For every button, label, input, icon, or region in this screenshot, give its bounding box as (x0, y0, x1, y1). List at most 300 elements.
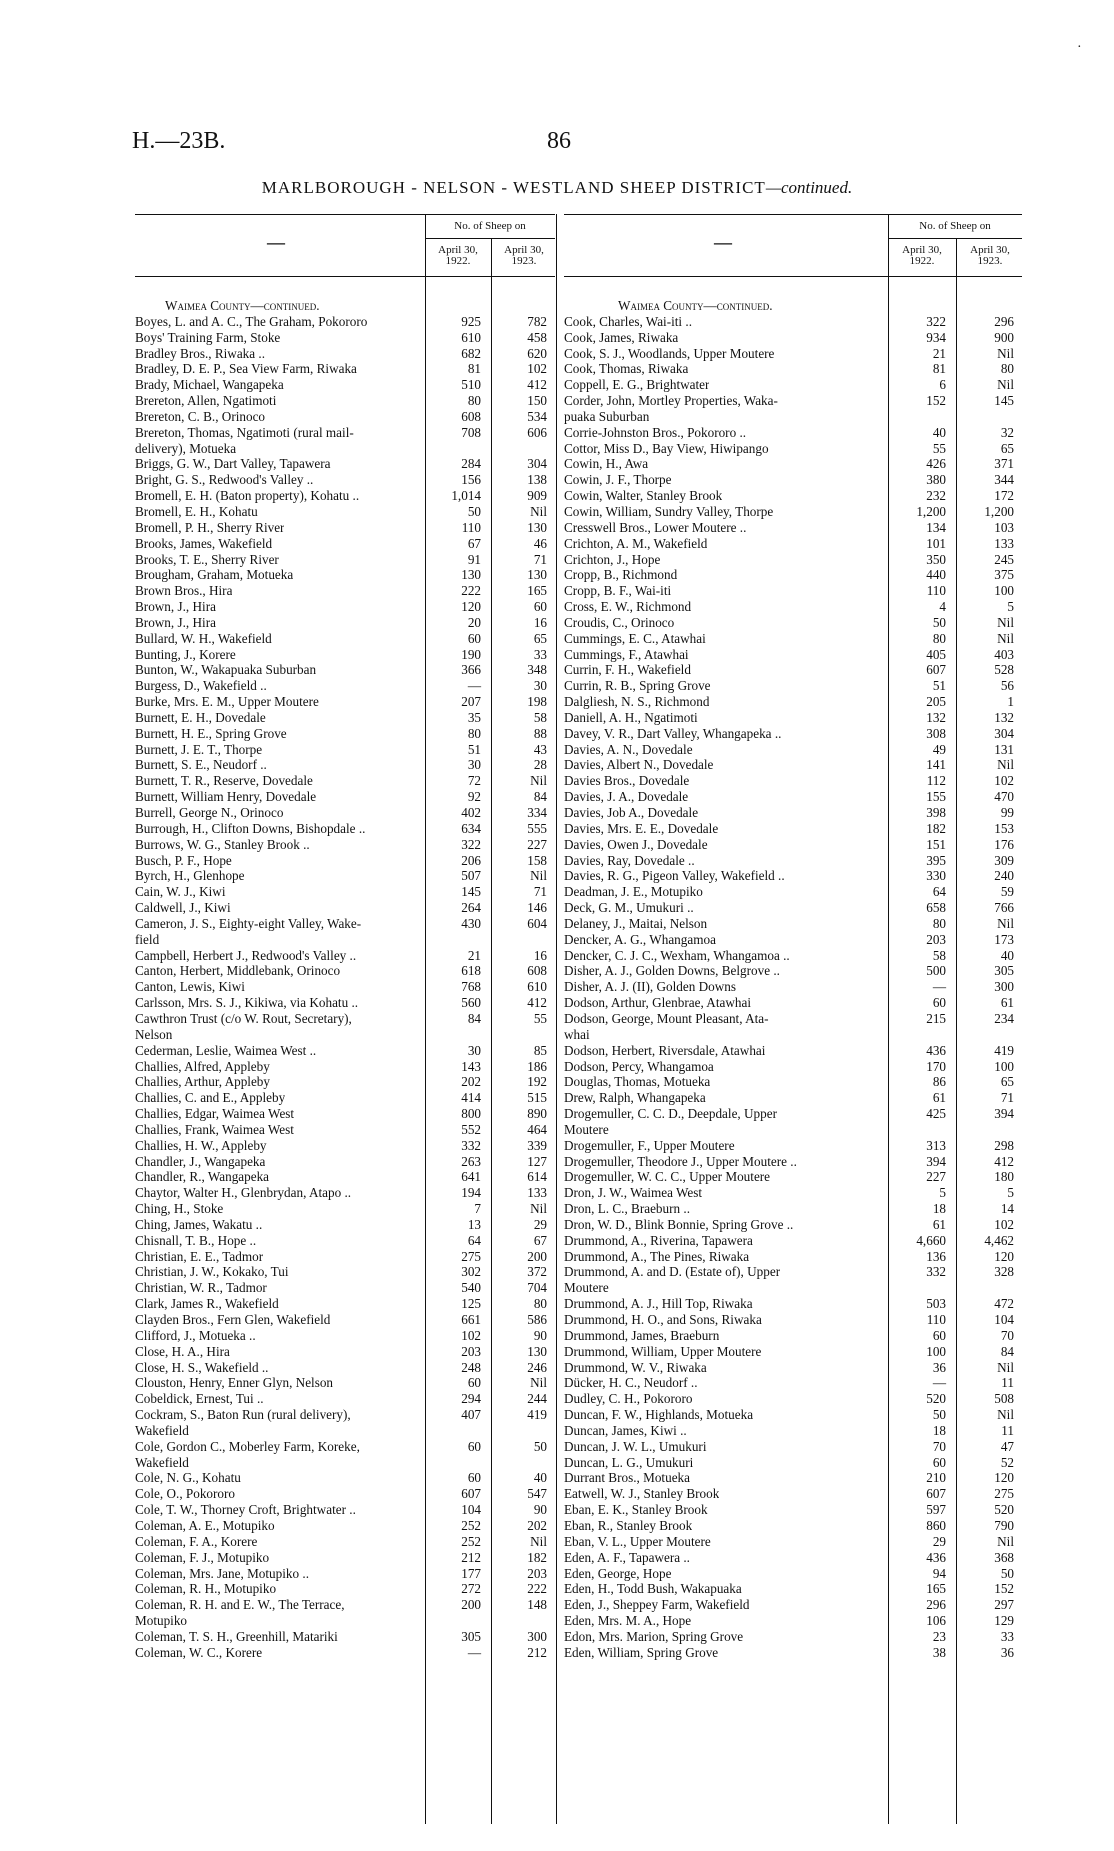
sheep-1923: 309 (994, 852, 1014, 868)
farmer-name: Brereton, C. B., Orinoco (135, 408, 266, 424)
name-column-header: — (267, 232, 285, 252)
table-row (564, 567, 1022, 583)
sheep-1923: 520 (994, 1502, 1014, 1518)
sheep-1923: 472 (994, 1296, 1014, 1312)
table-row (135, 425, 555, 441)
sheep-1923: 5 (1007, 1185, 1014, 1201)
table-row (564, 1391, 1022, 1407)
table-row-continuation (135, 1027, 555, 1043)
sheep-1922: 81 (932, 361, 946, 377)
farmer-name: Ching, H., Stoke (135, 1201, 224, 1217)
sheep-1923: 90 (533, 1327, 547, 1343)
farmer-name: Byrch, H., Glenhope (135, 868, 245, 884)
farmer-name: Cawthron Trust (c/o W. Rout, Secretary), (135, 1010, 352, 1026)
table-row (564, 1249, 1022, 1265)
sheep-1922: 18 (932, 1201, 946, 1217)
farmer-name: Cook, James, Riwaka (564, 329, 679, 345)
farmer-name: Challies, H. W., Appleby (135, 1137, 267, 1153)
sheep-1922: 330 (926, 868, 946, 884)
farmer-name: Disher, A. J., Golden Downs, Belgrove .. (564, 963, 780, 979)
table-row (564, 805, 1022, 821)
table-row (564, 441, 1022, 457)
farmer-name: Dodson, Herbert, Riversdale, Atawhai (564, 1042, 766, 1058)
farmer-name: Croudis, C., Orinoco (564, 614, 675, 630)
sheep-1923: 131 (994, 741, 1014, 757)
farmer-name: Eden, J., Sheppey Farm, Wakefield (564, 1597, 750, 1613)
sheep-1922: 658 (926, 900, 946, 916)
sheep-1922: 91 (467, 551, 481, 567)
sheep-1923: 610 (527, 979, 547, 995)
farmer-name: Nelson (135, 1026, 173, 1042)
sheep-1923: 890 (527, 1106, 547, 1122)
sheep-1922: 67 (467, 535, 481, 551)
sheep-1923: 102 (527, 361, 547, 377)
farmer-name: Canton, Herbert, Middlebank, Orinoco (135, 963, 341, 979)
table-row (564, 995, 1022, 1011)
farmer-name: Daniell, A. H., Ngatimoti (564, 709, 698, 725)
sheep-1922: 402 (461, 805, 481, 820)
sheep-1923: 85 (533, 1042, 547, 1058)
table-row (135, 742, 555, 758)
sheep-1923: 100 (994, 1058, 1014, 1074)
farmer-name: Burrell, George N., Orinoco (135, 805, 284, 820)
table-row (564, 631, 1022, 647)
table-row (135, 1645, 555, 1661)
table-row (135, 488, 555, 504)
table-row (564, 678, 1022, 694)
table-row (564, 932, 1022, 948)
sheep-1923: 458 (527, 329, 547, 345)
sheep-1923: 515 (527, 1090, 547, 1106)
table-row (564, 1011, 1022, 1027)
table-row (135, 757, 555, 773)
sheep-1923: Nil (530, 868, 547, 884)
table-row (564, 742, 1022, 758)
farmer-name: Corder, John, Mortley Properties, Waka- (564, 393, 778, 409)
farmer-name: whai (564, 1026, 590, 1042)
farmer-name: Eden, A. F., Tapawera .. (564, 1549, 690, 1565)
sheep-1923: 133 (994, 535, 1014, 551)
table-row (564, 1296, 1022, 1312)
table-row (135, 1629, 555, 1645)
farmer-name: Challies, Alfred, Appleby (135, 1058, 270, 1074)
farmer-name: Eatwell, W. J., Stanley Brook (564, 1486, 720, 1502)
table-row-continuation (564, 1122, 1022, 1138)
table-row (135, 884, 555, 900)
sheep-1922: 55 (932, 440, 946, 456)
sheep-1923: 180 (994, 1169, 1014, 1185)
sheep-1922: 13 (467, 1216, 481, 1232)
table-row (564, 1138, 1022, 1154)
table-row (564, 757, 1022, 773)
table-row (135, 409, 555, 425)
table-row (135, 1264, 555, 1280)
sheep-1922: 607 (461, 1486, 481, 1502)
col-1922-header: April 30, 1922. (902, 244, 942, 267)
table-row (135, 1360, 555, 1376)
sheep-1923: 203 (527, 1565, 547, 1581)
col-1923-header: April 30, 1923. (970, 244, 1010, 267)
farmer-name: Cole, N. G., Kohatu (135, 1470, 241, 1486)
farmer-name: Challies, Arthur, Appleby (135, 1074, 270, 1090)
sheep-1923: 153 (994, 820, 1014, 836)
table-row (135, 837, 555, 853)
sheep-1922: 84 (467, 1010, 481, 1026)
sheep-1923: 61 (1000, 995, 1014, 1011)
sheep-1923: 58 (533, 709, 547, 725)
sheep-1923: 202 (527, 1517, 547, 1533)
sheep-1923: 244 (527, 1391, 547, 1407)
farmer-name: Dron, J. W., Waimea West (564, 1185, 703, 1201)
table-row (135, 504, 555, 520)
farmer-name: Dencker, C. J. C., Wexham, Whangamoa .. (564, 947, 790, 963)
farmer-name: Drummond, James, Braeburn (564, 1327, 720, 1343)
sheep-1922: 136 (926, 1248, 946, 1264)
table-row (135, 552, 555, 568)
sheep-1922: 20 (467, 614, 481, 630)
sheep-1923: 60 (533, 599, 547, 615)
sheep-1922: 81 (467, 361, 481, 377)
table-row (564, 583, 1022, 599)
sheep-1922: 507 (461, 868, 481, 884)
sheep-1923: 11 (1001, 1422, 1014, 1438)
table-row (135, 393, 555, 409)
table-row (135, 789, 555, 805)
farmer-name: Disher, A. J. (II), Golden Downs (564, 979, 736, 995)
sheep-1923: 240 (994, 868, 1014, 884)
sheep-1923: 40 (1000, 947, 1014, 963)
sheep-1923: 704 (527, 1280, 547, 1296)
sheep-1923: 120 (994, 1470, 1014, 1486)
table-row (135, 647, 555, 663)
farmer-name: Eden, George, Hope (564, 1565, 672, 1581)
sheep-1923: 130 (527, 567, 547, 583)
sheep-1923: Nil (530, 503, 547, 519)
sheep-1922: 380 (926, 472, 946, 488)
farmer-name: Davies, Job A., Dovedale (564, 805, 699, 820)
table-row (564, 1423, 1022, 1439)
sheep-1923: 132 (994, 709, 1014, 725)
farmer-name: Brereton, Allen, Ngatimoti (135, 393, 277, 409)
sheep-1922: 313 (926, 1137, 946, 1153)
table-row (564, 916, 1022, 932)
farmer-name: Close, H. S., Wakefield .. (135, 1359, 269, 1375)
farmer-name: Brougham, Graham, Motueka (135, 567, 294, 583)
sheep-1922: 205 (926, 694, 946, 710)
table-row (135, 1280, 555, 1296)
sheep-1922: 101 (926, 535, 946, 551)
sheep-1923: 227 (527, 836, 547, 852)
table-row (135, 1534, 555, 1550)
section-heading (564, 298, 1022, 314)
corner-mark: · (1077, 40, 1082, 55)
table-row (564, 1502, 1022, 1518)
sheep-1923: 16 (533, 947, 547, 963)
sheep-1922: 120 (461, 599, 481, 615)
table-row (135, 1249, 555, 1265)
header-divider (888, 238, 1022, 239)
farmer-name: Cowin, H., Awa (564, 456, 649, 472)
sheep-1922: 232 (926, 488, 946, 504)
sheep-1922: 308 (926, 725, 946, 741)
sheep-1923: 146 (527, 900, 547, 916)
table-row (135, 1344, 555, 1360)
table-row (135, 1312, 555, 1328)
farmer-name: Davey, V. R., Dart Valley, Whangapeka .. (564, 725, 782, 741)
farmer-name: Coleman, Mrs. Jane, Motupiko .. (135, 1565, 309, 1581)
sheep-1922: 618 (461, 963, 481, 979)
sheep-1923: 328 (994, 1264, 1014, 1280)
sheep-1923: Nil (530, 773, 547, 789)
sheep-1922: 436 (926, 1549, 946, 1565)
farmer-name: delivery), Motueka (135, 440, 237, 456)
farmer-name: Eden, Mrs. M. A., Hope (564, 1613, 692, 1629)
sheep-1922: 38 (932, 1644, 946, 1660)
table-row (135, 678, 555, 694)
sheep-1922: 155 (926, 789, 946, 805)
sheep-1923: 528 (994, 662, 1014, 678)
sheep-1922: 934 (926, 329, 946, 345)
table-row (135, 995, 555, 1011)
table-row (564, 1550, 1022, 1566)
sheep-1922: 284 (461, 456, 481, 472)
sheep-1923: 28 (533, 757, 547, 773)
sheep-1922: 607 (926, 1486, 946, 1502)
farmer-name: Dalgliesh, N. S., Richmond (564, 694, 710, 710)
sheep-1923: 766 (994, 900, 1014, 916)
sheep-1922: 800 (461, 1106, 481, 1122)
farmer-name: Carlsson, Mrs. S. J., Kikiwa, via Kohatu .. (135, 995, 359, 1011)
sheep-1923: 412 (527, 995, 547, 1011)
table-row (564, 1455, 1022, 1471)
sheep-1922: 125 (461, 1296, 481, 1312)
sheep-1922: 60 (932, 1327, 946, 1343)
sheep-1922: 130 (461, 567, 481, 583)
farmer-name: Cummings, E. C., Atawhai (564, 630, 706, 646)
farmer-name: Cross, E. W., Richmond (564, 599, 692, 615)
table-row (135, 583, 555, 599)
sheep-1923: Nil (997, 1407, 1014, 1423)
sheep-1923: 173 (994, 931, 1014, 947)
table-row (564, 884, 1022, 900)
farmer-name: Wakefield (135, 1454, 189, 1470)
table-row (564, 726, 1022, 742)
farmer-name: Drummond, A. and D. (Estate of), Upper (564, 1264, 781, 1280)
sheep-1923: Nil (997, 915, 1014, 931)
sheep-1922: 212 (461, 1549, 481, 1565)
sheep-1923: 222 (527, 1581, 547, 1597)
table-row (135, 900, 555, 916)
sheep-1922: 597 (926, 1502, 946, 1518)
sheep-1923: 43 (533, 741, 547, 757)
farmer-name: Burgess, D., Wakefield .. (135, 678, 267, 694)
sheep-1923: 11 (1001, 1375, 1014, 1391)
farmer-name: Bullard, W. H., Wakefield (135, 630, 272, 646)
sheep-1923: Nil (997, 614, 1014, 630)
district-suffix: —continued. (765, 178, 853, 197)
farmer-name: Chandler, R., Wangapeka (135, 1169, 270, 1185)
right-table-rows (564, 298, 1022, 1661)
sheep-1923: 32 (1000, 424, 1014, 440)
sheep-1922: 227 (926, 1169, 946, 1185)
sheep-1922: 200 (461, 1597, 481, 1613)
table-row (135, 536, 555, 552)
sheep-1923: 84 (533, 789, 547, 805)
sheep-1922: 366 (461, 662, 481, 678)
table-row (564, 1613, 1022, 1629)
sheep-1923: 71 (533, 884, 547, 900)
farmer-name: Challies, Frank, Waimea West (135, 1121, 294, 1137)
farmer-name: Drummond, W. V., Riwaka (564, 1359, 707, 1375)
farmer-name: Drummond, A., The Pines, Riwaka (564, 1248, 750, 1264)
table-row-continuation (564, 1027, 1022, 1043)
table-row (564, 377, 1022, 393)
farmer-name: Bromell, E. H. (Baton property), Kohatu .. (135, 488, 360, 504)
sheep-1922: 202 (461, 1074, 481, 1090)
table-row (564, 361, 1022, 377)
table-row (564, 1518, 1022, 1534)
farmer-name: Eban, R., Stanley Brook (564, 1517, 693, 1533)
table-row (135, 1328, 555, 1344)
farmer-name: Crichton, A. M., Wakefield (564, 535, 708, 551)
table-row (564, 504, 1022, 520)
sheep-1922: 395 (926, 852, 946, 868)
farmer-name: Boyes, L. and A. C., The Graham, Pokororo (135, 313, 368, 329)
farmer-name: Cowin, William, Sundry Valley, Thorpe (564, 503, 774, 519)
farmer-name: Christian, E. E., Tadmor (135, 1248, 264, 1264)
table-row (135, 361, 555, 377)
farmer-name: Burnett, S. E., Neudorf .. (135, 757, 267, 773)
district-title (0, 178, 1114, 198)
sheep-1922: 134 (926, 519, 946, 535)
table-row (135, 979, 555, 995)
sheep-1922: 100 (926, 1343, 946, 1359)
sheep-1923: 246 (527, 1359, 547, 1375)
sheep-1922: 35 (467, 709, 481, 725)
farmer-name: Davies, Mrs. E. E., Dovedale (564, 820, 719, 836)
sheep-1922: 29 (932, 1533, 946, 1549)
farmer-name: Bromell, E. H., Kohatu (135, 503, 258, 519)
sheep-1922: 552 (461, 1121, 481, 1137)
table-row-continuation (135, 1423, 555, 1439)
farmer-name: Christian, J. W., Kokako, Tui (135, 1264, 289, 1280)
sheep-1922: 263 (461, 1153, 481, 1169)
sheep-1923: Nil (997, 630, 1014, 646)
sheep-1923: 305 (994, 963, 1014, 979)
table-row (564, 346, 1022, 362)
table-row (564, 647, 1022, 663)
sheep-1923: Nil (997, 1359, 1014, 1375)
sheep-1922: 60 (467, 1438, 481, 1454)
table-row (135, 1439, 555, 1455)
sheep-1923: 67 (533, 1232, 547, 1248)
table-row (135, 1217, 555, 1233)
sheep-1923: 80 (533, 1296, 547, 1312)
table-row (135, 1011, 555, 1027)
sheep-1923: 104 (994, 1312, 1014, 1327)
table-row (135, 1486, 555, 1502)
sheep-1923: 71 (533, 551, 547, 567)
farmer-name: Davies, A. N., Dovedale (564, 741, 693, 757)
sheep-1922: 4 (939, 599, 946, 615)
table-row (564, 900, 1022, 916)
sheep-1922: 440 (926, 567, 946, 583)
sheep-1923: 403 (994, 646, 1014, 662)
sheep-1922: 275 (461, 1248, 481, 1264)
sheep-1922: 60 (467, 630, 481, 646)
sheep-1923: 275 (994, 1486, 1014, 1502)
farmer-name: Cain, W. J., Kiwi (135, 884, 226, 900)
table-row (564, 1629, 1022, 1645)
farmer-name: Cole, Gordon C., Moberley Farm, Koreke, (135, 1438, 360, 1454)
sheep-1922: 132 (926, 709, 946, 725)
sheep-1922: 210 (926, 1470, 946, 1486)
sheep-1923: 71 (1000, 1090, 1014, 1106)
table-row (135, 868, 555, 884)
farmer-name: Cameron, J. S., Eighty-eight Valley, Wake- (135, 915, 362, 931)
sheep-1922: 70 (932, 1438, 946, 1454)
table-row (564, 979, 1022, 995)
table-row (135, 456, 555, 472)
table-row (564, 853, 1022, 869)
table-row (564, 1375, 1022, 1391)
sheep-1922: 1,200 (916, 503, 946, 519)
sheep-1923: 614 (527, 1169, 547, 1185)
sheep-1922: 203 (926, 931, 946, 947)
farmer-name: Clark, James R., Wakefield (135, 1296, 279, 1312)
sheep-1923: 198 (527, 694, 547, 710)
farmer-name: Drummond, A. J., Hill Top, Riwaka (564, 1296, 753, 1312)
sheep-1922: — (932, 1375, 946, 1391)
sheep-1923: 150 (527, 393, 547, 409)
sheep-1923: 547 (527, 1486, 547, 1502)
table-row (135, 805, 555, 821)
sheep-1923: 65 (1000, 1074, 1014, 1090)
farmer-name: Burrows, W. G., Stanley Brook .. (135, 836, 310, 852)
sheep-1922: 607 (926, 662, 946, 678)
farmer-name: Drummond, A., Riverina, Tapawera (564, 1232, 753, 1248)
sheep-1923: 909 (527, 488, 547, 504)
farmer-name: Dücker, H. C., Neudorf .. (564, 1375, 698, 1391)
table-row (564, 1439, 1022, 1455)
farmer-name: Ching, James, Wakatu .. (135, 1216, 263, 1232)
table-row (564, 789, 1022, 805)
sheep-1922: 398 (926, 805, 946, 820)
sheep-1923: 47 (1000, 1438, 1014, 1454)
sheep-1923: 36 (1000, 1644, 1014, 1660)
farmer-name: Cook, Thomas, Riwaka (564, 361, 689, 377)
sheep-1922: 51 (932, 678, 946, 694)
sheep-1922: 80 (932, 630, 946, 646)
table-row (564, 1074, 1022, 1090)
sheep-1922: 414 (461, 1090, 481, 1106)
table-row (135, 330, 555, 346)
farmer-name: Cook, Charles, Wai-iti .. (564, 313, 692, 329)
table-row (135, 314, 555, 330)
sheep-1923: 40 (533, 1470, 547, 1486)
table-row (564, 1486, 1022, 1502)
sheep-1923: 555 (527, 820, 547, 836)
table-top-rule (564, 214, 1022, 215)
header-bottom-rule (564, 276, 1022, 277)
table-row (564, 1534, 1022, 1550)
farmer-name: Challies, C. and E., Appleby (135, 1090, 286, 1106)
sheep-1923: 50 (1000, 1565, 1014, 1581)
farmer-name: Cobeldick, Ernest, Tui .. (135, 1391, 264, 1407)
sheep-1923: 234 (994, 1010, 1014, 1026)
table-row (135, 1550, 555, 1566)
farmer-name: puaka Suburban (564, 408, 650, 424)
